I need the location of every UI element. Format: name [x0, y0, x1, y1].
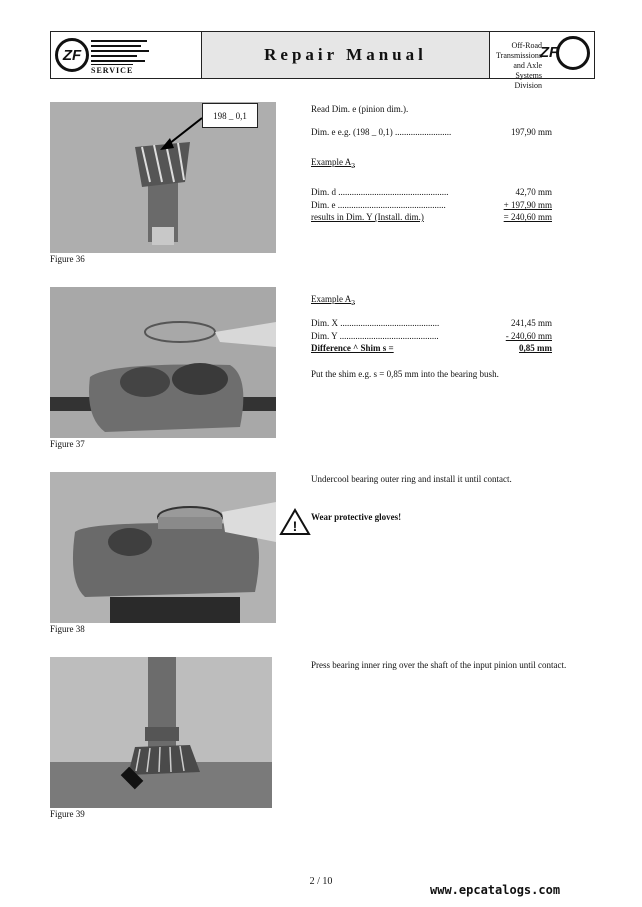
zf-logo-right-icon: ZF — [556, 36, 590, 70]
page-title: Repair Manual — [202, 32, 490, 78]
figure-38-caption: Figure 38 — [50, 624, 85, 634]
housing-shim-image — [50, 287, 276, 438]
dim-d-row: Dim. d ................................................. 42,70 mm — [311, 187, 552, 197]
read-dim-text: Read Dim. e (pinion dim.). — [311, 104, 409, 114]
dim-x-row: Dim. X ............................................ 241,45 mm — [311, 318, 552, 328]
figure-39-caption: Figure 39 — [50, 809, 85, 819]
figure-37-photo — [50, 287, 276, 438]
shim-note: Put the shim e.g. s = 0,85 mm into the bearing bush. — [311, 369, 499, 379]
example-a2-heading-2: Example $A_2$ — [311, 294, 355, 307]
watermark-link[interactable]: www.epcatalogs.com — [430, 883, 561, 897]
gloves-warning: Wear protective gloves! — [311, 512, 402, 522]
dim-y-row: Dim. Y ............................................ - 240,60 mm — [311, 331, 552, 341]
stripes-icon — [91, 38, 149, 66]
figure-38-photo — [50, 472, 276, 623]
dim-e-row: Dim. e e.g. (198 _ 0,1) ......................... 197,90 mm — [311, 127, 552, 137]
figure-39-photo — [50, 657, 272, 808]
dim-y-result-row: results in Dim. Y (Install. dim.) = 240,60 mm — [311, 212, 552, 222]
figure-37-caption: Figure 37 — [50, 439, 85, 449]
figure-36-caption: Figure 36 — [50, 254, 85, 264]
page-header — [50, 31, 595, 90]
dimension-callout: 198 _ 0,1 — [202, 103, 258, 128]
difference-shim-row: Difference ^ Shim s = 0,85 mm — [311, 343, 552, 353]
warning-icon — [279, 508, 311, 536]
undercool-text: Undercool bearing outer ring and install it until contact. — [311, 474, 512, 484]
zf-service-logo — [51, 32, 202, 78]
division-text: Off-Road Transmissions and Axle Systems Division ZF — [490, 32, 594, 78]
press-image — [50, 657, 272, 808]
page-number: 2 / 10 — [309, 876, 333, 887]
zf-logo-icon: ZF — [55, 38, 89, 72]
svg-text:!: ! — [292, 518, 298, 534]
example-a2-heading: Example $A_2$ — [311, 157, 355, 170]
bearing-ring-image — [50, 472, 276, 623]
press-text: Press bearing inner ring over the shaft of the input pinion until contact. — [311, 660, 567, 670]
dim-e-sum-row: Dim. e ................................................ + 197,90 mm — [311, 200, 552, 210]
service-label: SERVICE — [91, 66, 134, 75]
